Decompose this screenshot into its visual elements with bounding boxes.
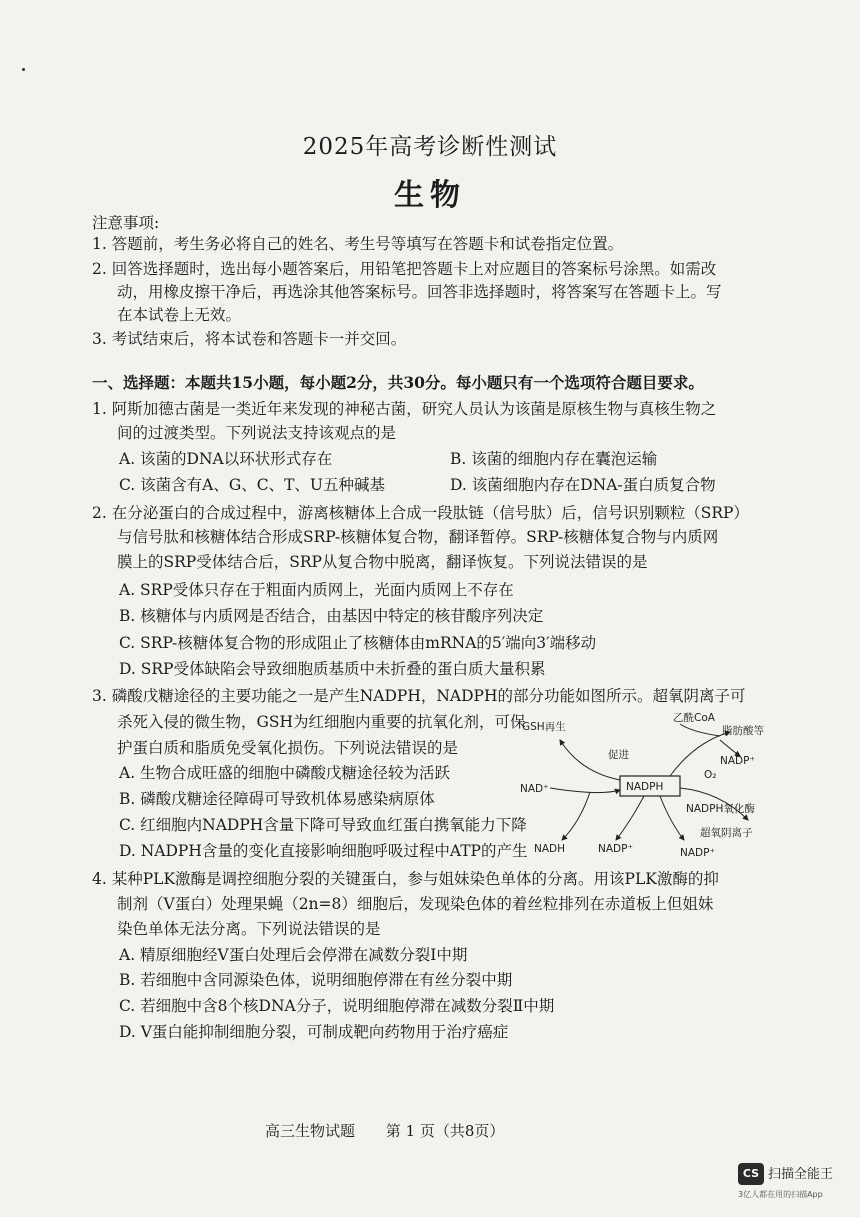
notice-item-2-cont: 动，用橡皮擦干净后，再选涂其他答案标号。回答非选择题时，将答案写在答题卡上。写 bbox=[117, 283, 722, 301]
oxidase-label: NADPH氧化酶 bbox=[686, 803, 755, 815]
nadp-br-label: NADP⁺ bbox=[680, 847, 715, 858]
arrow-to-nadp-br bbox=[660, 796, 684, 840]
q2-stem-2: 与信号肽和核糖体结合形成SRP-核糖体复合物，翻译暂停。SRP-核糖体复合物与内质网 bbox=[117, 528, 719, 546]
q3-stem-2: 杀死入侵的微生物，GSH为红细胞内重要的抗氧化剂，可保 bbox=[117, 713, 526, 731]
exam-title: 2025年高考诊断性测试 bbox=[302, 134, 558, 160]
q2-stem-1: 2. 在分泌蛋白的合成过程中，游离核糖体上合成一段肽链（信号肽）后，信号识别颗粒（SRP） bbox=[92, 504, 749, 522]
scanner-watermark bbox=[738, 1161, 848, 1207]
arrow-from-nad bbox=[550, 788, 620, 793]
nadph-label: NADPH bbox=[626, 781, 664, 793]
q4-option-d: D. V蛋白能抑制细胞分裂，可制成靶向药物用于治疗癌症 bbox=[119, 1023, 509, 1041]
nadp-bl-label: NADP⁺ bbox=[598, 843, 633, 855]
q4-option-c: C. 若细胞中含8个核DNA分子，说明细胞停滞在减数分裂Ⅱ中期 bbox=[119, 997, 555, 1015]
q4-option-b: B. 若细胞中含同源染色体，说明细胞停滞在有丝分裂中期 bbox=[119, 971, 513, 989]
q4-option-a: A. 精原细胞经V蛋白处理后会停滞在减数分裂Ⅰ中期 bbox=[119, 946, 468, 964]
nadph-function-diagram bbox=[520, 712, 782, 858]
q3-option-a: A. 生物合成旺盛的细胞中磷酸戊糖途径较为活跃 bbox=[119, 764, 451, 782]
q2-option-a: A. SRP受体只存在于粗面内质网上，光面内质网上不存在 bbox=[119, 581, 514, 599]
fatty-acid-label: 脂肪酸等 bbox=[722, 725, 764, 737]
arrow-to-nadh bbox=[562, 792, 590, 840]
q2-option-d: D. SRP受体缺陷会导致细胞质基质中未折叠的蛋白质大量积累 bbox=[119, 660, 546, 678]
acetyl-label: 乙酰CoA bbox=[673, 712, 715, 724]
q1-option-b: B. 该菌的细胞内存在囊泡运输 bbox=[450, 450, 658, 468]
q4-stem-2: 制剂（V蛋白）处理果蝇（2n=8）细胞后，发现染色体的着丝粒排列在赤道板上但姐妹 bbox=[117, 895, 714, 913]
page-footer bbox=[265, 1120, 530, 1141]
superoxide-label: 超氧阴离子 bbox=[700, 827, 753, 839]
scanner-tagline: 3亿人都在用的扫描App bbox=[738, 1190, 823, 1199]
camscanner-logo: CS bbox=[738, 1163, 764, 1185]
notice-item-1: 1. 答题前，考生务必将自己的姓名、考生号等填写在答题卡和试卷指定位置。 bbox=[92, 235, 624, 253]
arrow-to-nadp-top bbox=[720, 740, 740, 756]
nadh-label: NADH bbox=[534, 843, 566, 855]
q3-option-d: D. NADPH含量的变化直接影响细胞呼吸过程中ATP的产生 bbox=[119, 842, 528, 860]
exam-subject: 生物 bbox=[394, 178, 466, 213]
arrow-to-nadp-bl bbox=[616, 796, 644, 840]
q3-option-c: C. 红细胞内NADPH含量下降可导致血红蛋白携氧能力下降 bbox=[119, 816, 527, 834]
footer-subject: 高三生物试题 bbox=[265, 1122, 356, 1140]
scanner-name: 扫描全能王 bbox=[768, 1167, 834, 1182]
notice-item-3: 3. 考试结束后，将本试卷和答题卡一并交回。 bbox=[92, 330, 407, 348]
q1-stem-2: 间的过渡类型。下列说法支持该观点的是 bbox=[117, 424, 397, 442]
q3-stem-3: 护蛋白质和脂质免受氧化损伤。下列说法错误的是 bbox=[117, 739, 459, 757]
footer-page-number: 第 1 页（共8页） bbox=[385, 1122, 505, 1140]
acetyl-curve bbox=[680, 724, 720, 736]
notice-item-2: 2. 回答选择题时，选出每小题答案后，用铅笔把答题卡上对应题目的答案标号涂黑。如需改 bbox=[92, 260, 717, 278]
arrow-to-fatty-acid bbox=[670, 732, 730, 776]
q2-option-c: C. SRP-核糖体复合物的形成阻止了核糖体由mRNA的5′端向3′端移动 bbox=[119, 634, 597, 652]
q2-stem-3: 膜上的SRP受体结合后，SRP从复合物中脱离，翻译恢复。下列说法错误的是 bbox=[117, 553, 648, 571]
q1-option-d: D. 该菌细胞内存在DNA-蛋白质复合物 bbox=[450, 476, 716, 494]
q4-stem-3: 染色单体无法分离。下列说法错误的是 bbox=[117, 920, 381, 938]
q1-stem-1: 1. 阿斯加德古菌是一类近年来发现的神秘古菌，研究人员认为该菌是原核生物与真核生物之 bbox=[92, 400, 717, 418]
q3-option-b: B. 磷酸戊糖途径障碍可导致机体易感染病原体 bbox=[119, 790, 435, 808]
section-heading: 一、选择题：本题共15小题，每小题2分，共30分。每小题只有一个选项符合题目要求。 bbox=[92, 373, 704, 392]
q2-option-b: B. 核糖体与内质网是否结合，由基因中特定的核苷酸序列决定 bbox=[119, 607, 544, 625]
q3-stem-1: 3. 磷酸戊糖途径的主要功能之一是产生NADPH，NADPH的部分功能如图所示。超氧阴离子可 bbox=[92, 687, 746, 705]
q1-option-c: C. 该菌含有A、G、C、T、U五种碱基 bbox=[119, 476, 385, 494]
promote-label: 促进 bbox=[608, 749, 629, 761]
gsh-label: GSH再生 bbox=[522, 721, 566, 733]
scan-speck bbox=[22, 68, 25, 71]
nad-plus-label: NAD⁺ bbox=[520, 783, 549, 795]
notice-item-2-end: 在本试卷上无效。 bbox=[117, 306, 242, 324]
q1-option-a: A. 该菌的DNA以环状形式存在 bbox=[119, 450, 333, 468]
q4-stem-1: 4. 某种PLK激酶是调控细胞分裂的关键蛋白，参与姐妹染色单体的分离。用该PLK激酶的抑 bbox=[92, 870, 719, 888]
o2-label: O₂ bbox=[704, 769, 717, 781]
nadp-top-label: NADP⁺ bbox=[720, 755, 755, 767]
notice-heading: 注意事项: bbox=[92, 214, 160, 232]
